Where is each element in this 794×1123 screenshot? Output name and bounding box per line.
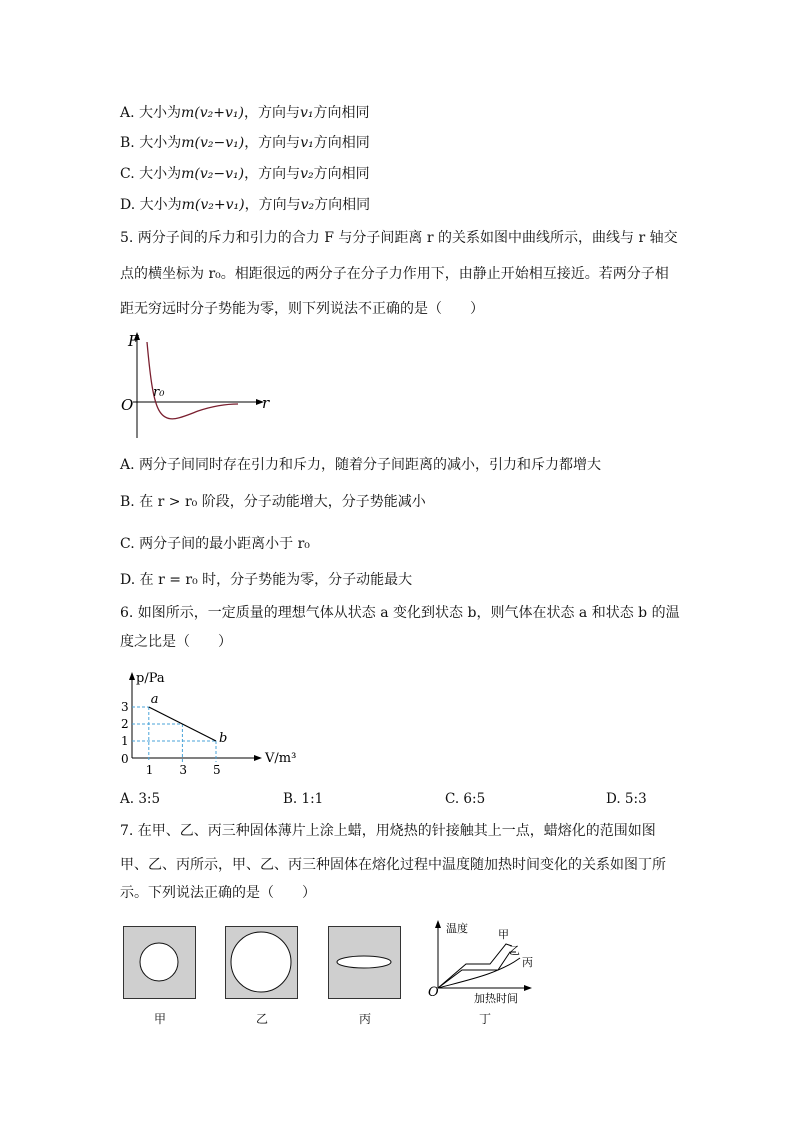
q5-origin-label: O [121,396,134,414]
q6-option-b: B. 1:1 [283,791,324,807]
q5-x-label: r [262,394,270,412]
q4-option-expr: m(v₂+v₁) [181,105,244,121]
q4-option-label: A. [120,105,140,121]
q6-point-b-label: b [219,731,228,746]
q4-option-mid: ，方向与 [244,105,300,121]
q4-option-a [120,104,370,122]
q6-y-tick: 1 [121,734,129,748]
q4-option-expr: m(v₂+v₁) [181,197,245,213]
q4-option-d [120,196,370,214]
q7-curve-bing [438,958,520,988]
q4-option-label: D. [120,197,140,213]
q6-pv-graph [118,666,318,776]
q7-caption-ding: 丁 [478,1012,491,1026]
q7-stem-line3: 示。下列说法正确的是（ ） [120,885,316,901]
q7-series-jia-label: 甲 [498,928,509,941]
q7-stem-line2: 甲、乙、丙所示，甲、乙、丙三种固体在熔化过程中温度随加热时间变化的关系如图丁所 [120,857,666,873]
q4-option-pre: 大小为 [139,197,182,213]
q4-option-pre: 大小为 [139,105,182,121]
q4-option-v: v₁ [300,135,314,151]
q6-option-d: D. 5:3 [606,791,647,807]
q4-option-v: v₂ [300,197,315,213]
q4-option-label: C. [120,166,140,182]
q4-option-pre: 大小为 [139,166,182,182]
q4-option-post: 方向相同 [313,135,370,151]
q4-option-post: 方向相同 [313,105,370,121]
q5-option-b: B. 在 r > r₀ 阶段，分子动能增大，分子势能减小 [120,494,426,510]
q4-option-v: v₁ [300,105,314,121]
q5-stem-line2: 点的横坐标为 r₀。相距很远的两分子在分子力作用下，由静止开始相互接近。若两分子相 [120,266,669,282]
q6-y-tick: 3 [121,700,129,714]
q4-option-mid: ，方向与 [244,135,301,151]
q7-origin-label: O [428,985,439,1000]
q5-option-c: C. 两分子间的最小距离小于 r₀ [120,536,310,552]
q7-curve-yi [438,952,516,988]
q7-temp-time-graph [428,918,548,1008]
q5-force-graph [118,330,278,442]
q6-origin-label: 0 [121,752,129,766]
q4-option-v: v₂ [300,166,314,182]
q5-stem-line1: 5. 两分子间的斥力和引力的合力 F 与分子间距离 r 的关系如图中曲线所示，曲线与 r 轴交 [120,230,678,246]
q7-stem-line1: 7. 在甲、乙、丙三种固体薄片上涂上蜡，用烧热的针接触其上一点，蜡熔化的范围如图 [120,823,656,839]
q7-series-yi-label: 乙 [509,944,520,957]
q4-option-b [120,134,370,152]
q5-y-label: F [128,332,139,350]
q6-x-tick: 3 [179,763,188,777]
q6-stem-line2: 度之比是（ ） [120,634,232,650]
q7-jia-melt-circle [140,943,178,981]
q4-option-mid: ，方向与 [244,166,301,182]
q6-y-tick: 2 [121,717,129,731]
q7-x-label: 加热时间 [474,992,518,1005]
q4-option-post: 方向相同 [313,166,370,182]
q4-option-expr: m(v₂−v₁) [181,166,245,182]
q5-stem-line3: 距无穷远时分子势能为零，则下列说法不正确的是（ ） [120,301,484,317]
q7-plate-yi [225,926,299,1000]
q7-y-label: 温度 [446,922,468,935]
q7-caption-yi: 乙 [255,1012,268,1026]
q7-plate-bing [328,926,402,1000]
q7-caption-jia: 甲 [153,1012,166,1026]
q7-plate-jia [123,926,197,1000]
q5-r0-label: r₀ [153,385,165,400]
q5-option-d: D. 在 r = r₀ 时，分子势能为零，分子动能最大 [120,572,413,588]
q6-x-tick: 1 [145,763,154,777]
q6-x-label: V/m³ [265,751,297,766]
q6-x-tick: 5 [213,763,221,777]
q4-option-label: B. [120,135,140,151]
q7-bing-melt-ellipse [337,956,391,968]
q7-caption-bing: 丙 [358,1012,371,1026]
q4-option-c [120,165,370,183]
q4-option-pre: 大小为 [139,135,182,151]
q6-option-a: A. 3:5 [120,791,161,807]
q7-yi-melt-circle [231,932,291,992]
q5-option-a: A. 两分子间同时存在引力和斥力，随着分子间距离的减小，引力和斥力都增大 [120,457,602,473]
q4-option-mid: ，方向与 [244,197,301,213]
q4-option-expr: m(v₂−v₁) [181,135,245,151]
q6-stem-line1: 6. 如图所示，一定质量的理想气体从状态 a 变化到状态 b，则气体在状态 a 和状态 b 的温 [120,605,680,621]
q5-force-curve [147,342,238,419]
q6-option-c: C. 6:5 [445,791,486,807]
q4-option-post: 方向相同 [314,197,371,213]
q6-y-label: p/Pa [136,671,165,686]
q7-series-bing-label: 丙 [522,956,533,969]
q6-point-a-label: a [150,692,159,707]
